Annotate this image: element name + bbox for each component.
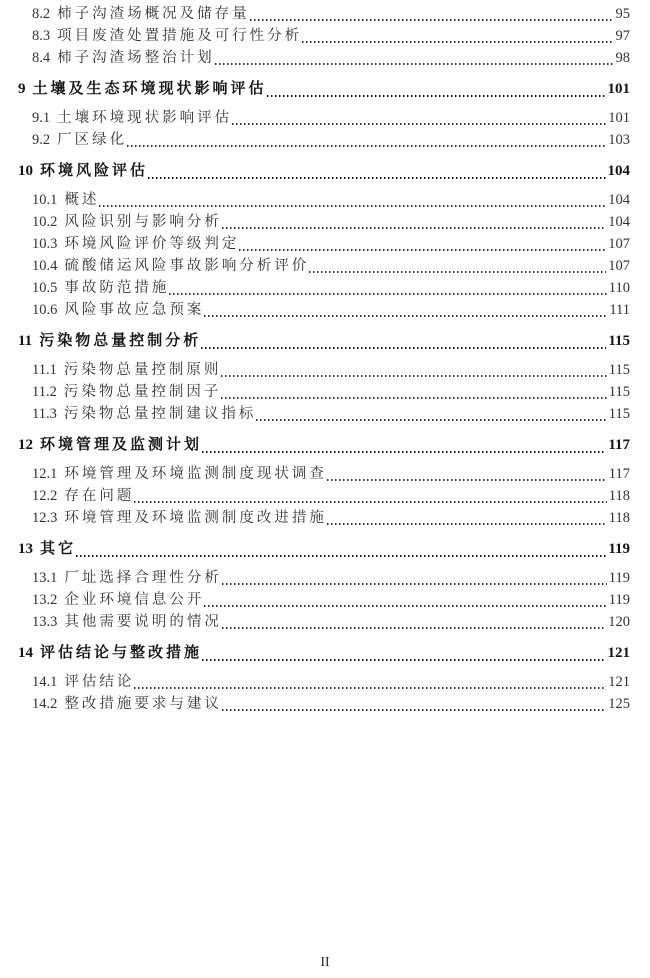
toc-entry-number: 12: [18, 437, 33, 453]
toc-entry-number: 11: [18, 333, 33, 349]
toc-entry-number: 12.2: [32, 488, 58, 504]
toc-leader-dots: [221, 375, 606, 377]
toc-entry-page: 115: [608, 362, 630, 378]
toc-entry-number: 10.6: [32, 302, 58, 318]
toc-entry[interactable]: [18, 189, 630, 211]
toc-entry[interactable]: [18, 359, 630, 381]
toc-entry-title: 风险识别与影响分析: [64, 214, 222, 230]
toc-entry-page: 107: [608, 258, 630, 274]
toc-entry[interactable]: [18, 107, 630, 129]
toc-entry[interactable]: [18, 589, 630, 611]
toc-entry[interactable]: [18, 693, 630, 715]
toc-leader-dots: [327, 523, 607, 525]
toc-entry-number: 9.1: [32, 110, 51, 126]
toc-leader-dots: [76, 555, 606, 557]
page-number-footer: [0, 954, 650, 970]
toc-entry[interactable]: [18, 567, 630, 589]
toc-leader-dots: [134, 687, 606, 689]
toc-entry-number: 12.3: [32, 510, 58, 526]
toc-entry-number: 9.2: [32, 132, 51, 148]
toc-entry-number: 9: [18, 81, 26, 97]
toc-entry-page: 119: [608, 541, 630, 557]
toc-entry-page: 101: [608, 110, 630, 126]
toc-entry[interactable]: [18, 299, 630, 321]
toc-entry-title: 污染物总量控制建议指标: [63, 406, 257, 422]
toc-entry-page: 115: [608, 384, 630, 400]
toc-entry[interactable]: [18, 507, 630, 529]
toc-leader-dots: [127, 145, 606, 147]
toc-entry[interactable]: [18, 159, 630, 183]
toc-leader-dots: [148, 177, 605, 179]
toc-entry[interactable]: [18, 47, 630, 69]
toc-entry-title: 概述: [64, 192, 100, 208]
toc-leader-dots: [309, 271, 606, 273]
toc-entry-title: 厂区绿化: [57, 132, 128, 148]
toc-entry[interactable]: [18, 403, 630, 425]
toc-entry-title: 环境管理及环境监测制度改进措施: [64, 510, 327, 526]
toc-entry-page: 97: [615, 28, 630, 44]
toc-leader-dots: [267, 95, 606, 97]
toc-entry[interactable]: [18, 537, 630, 561]
toc-entry-page: 104: [608, 214, 630, 230]
toc-entry-number: 13.1: [32, 570, 58, 586]
toc-entry-page: 107: [608, 236, 630, 252]
toc-entry-page: 115: [608, 406, 630, 422]
toc-entry-page: 103: [608, 132, 630, 148]
toc-entry-number: 14.2: [32, 696, 58, 712]
toc-entry-title: 其它: [40, 541, 77, 557]
toc-entry-title: 土壤环境现状影响评估: [57, 110, 233, 126]
toc-entry-title: 评估结论与整改措施: [40, 645, 203, 661]
toc-leader-dots: [204, 605, 606, 607]
toc-entry-title: 环境风险评估: [40, 163, 149, 179]
toc-leader-dots: [250, 19, 614, 21]
toc-entry[interactable]: [18, 277, 630, 299]
toc-entry-title: 整改措施要求与建议: [64, 696, 222, 712]
toc-entry-number: 10.4: [32, 258, 58, 274]
toc-entry-title: 环境管理及环境监测制度现状调查: [64, 466, 327, 482]
toc-entry-title: 环境风险评价等级判定: [64, 236, 240, 252]
toc-leader-dots: [327, 479, 607, 481]
toc-entry-page: 118: [608, 488, 630, 504]
toc-entry-page: 118: [608, 510, 630, 526]
toc-entry-page: 104: [607, 163, 630, 179]
toc-entry-page: 98: [615, 50, 630, 66]
toc-leader-dots: [202, 451, 606, 453]
toc-entry[interactable]: [18, 129, 630, 151]
toc-leader-dots: [201, 347, 606, 349]
toc-entry-page: 119: [608, 592, 630, 608]
toc-leader-dots: [222, 709, 606, 711]
toc-entry-title: 土壤及生态环境现状影响评估: [32, 81, 267, 97]
toc-entry-title: 其他需要说明的情况: [64, 614, 222, 630]
toc-entry-title: 项目废渣处置措施及可行性分析: [57, 28, 303, 44]
toc-entry[interactable]: [18, 485, 630, 507]
toc-entry-page: 115: [608, 333, 630, 349]
toc-entry[interactable]: [18, 77, 630, 101]
toc-entry-number: 11.1: [32, 362, 57, 378]
page-number: II: [320, 954, 330, 969]
toc-entry-title: 柿子沟渣场概况及储存量: [57, 6, 250, 22]
toc-entry-number: 8.4: [32, 50, 51, 66]
toc-leader-dots: [99, 205, 606, 207]
toc-leader-dots: [302, 41, 613, 43]
toc-entry[interactable]: [18, 463, 630, 485]
toc-leader-dots: [222, 227, 606, 229]
toc-entry-page: 117: [608, 437, 630, 453]
toc-entry-number: 11.2: [32, 384, 57, 400]
toc-entry[interactable]: [18, 25, 630, 47]
toc-entry-page: 119: [608, 570, 630, 586]
toc-entry-number: 13: [18, 541, 33, 557]
toc-leader-dots: [169, 293, 606, 295]
toc-entry-number: 12.1: [32, 466, 58, 482]
toc-entry-number: 13.2: [32, 592, 58, 608]
toc-entry-number: 10.1: [32, 192, 58, 208]
toc-entry[interactable]: [18, 381, 630, 403]
toc-entry-number: 13.3: [32, 614, 58, 630]
toc-entry-number: 11.3: [32, 406, 57, 422]
toc-entry-page: 121: [608, 674, 630, 690]
toc-entry-number: 10.2: [32, 214, 58, 230]
toc-entry-title: 环境管理及监测计划: [40, 437, 203, 453]
toc-entry-number: 10: [18, 163, 33, 179]
toc-leader-dots: [202, 659, 605, 661]
toc-entry[interactable]: [18, 211, 630, 233]
toc-entry-title: 评估结论: [64, 674, 135, 690]
toc-entry-number: 10.3: [32, 236, 58, 252]
toc-entry-title: 存在问题: [64, 488, 135, 504]
toc-entry[interactable]: [18, 671, 630, 693]
toc-entry-title: 事故防范措施: [64, 280, 170, 296]
toc-entry-page: 111: [609, 302, 630, 318]
toc-leader-dots: [222, 627, 606, 629]
toc-entry[interactable]: [18, 611, 630, 633]
toc-entry-title: 污染物总量控制原则: [63, 362, 222, 378]
toc-entry-title: 企业环境信息公开: [64, 592, 205, 608]
toc-leader-dots: [256, 419, 606, 421]
toc-entry-title: 硫酸储运风险事故影响分析评价: [64, 258, 310, 274]
toc-entry[interactable]: [18, 233, 630, 255]
toc-entry-page: 117: [608, 466, 630, 482]
toc-entry[interactable]: [18, 433, 630, 457]
toc-entry-number: 10.5: [32, 280, 58, 296]
toc-entry-title: 污染物总量控制因子: [63, 384, 222, 400]
toc-entry-page: 104: [608, 192, 630, 208]
toc-entry-page: 125: [608, 696, 630, 712]
toc-entry-page: 120: [608, 614, 630, 630]
toc-entry-title: 风险事故应急预案: [64, 302, 205, 318]
toc-leader-dots: [221, 397, 606, 399]
toc-entry[interactable]: [18, 641, 630, 665]
toc-leader-dots: [232, 123, 606, 125]
toc-entry-number: 14: [18, 645, 33, 661]
toc-entry-page: 121: [607, 645, 630, 661]
toc-entry-number: 8.2: [32, 6, 51, 22]
toc-leader-dots: [239, 249, 606, 251]
toc-entry[interactable]: [18, 329, 630, 353]
toc-leader-dots: [215, 63, 614, 65]
toc-entry-number: 14.1: [32, 674, 58, 690]
toc-leader-dots: [134, 501, 606, 503]
toc-leader-dots: [222, 583, 607, 585]
toc-entry-page: 95: [615, 6, 630, 22]
toc-entry-title: 污染物总量控制分析: [39, 333, 202, 349]
toc-entry-number: 8.3: [32, 28, 51, 44]
toc-entry[interactable]: [18, 255, 630, 277]
toc-entry-page: 110: [608, 280, 630, 296]
toc-entry-title: 柿子沟渣场整治计划: [57, 50, 215, 66]
toc-entry[interactable]: [18, 3, 630, 25]
toc-leader-dots: [204, 315, 607, 317]
toc-entry-page: 101: [607, 81, 630, 97]
toc-entry-title: 厂址选择合理性分析: [64, 570, 222, 586]
